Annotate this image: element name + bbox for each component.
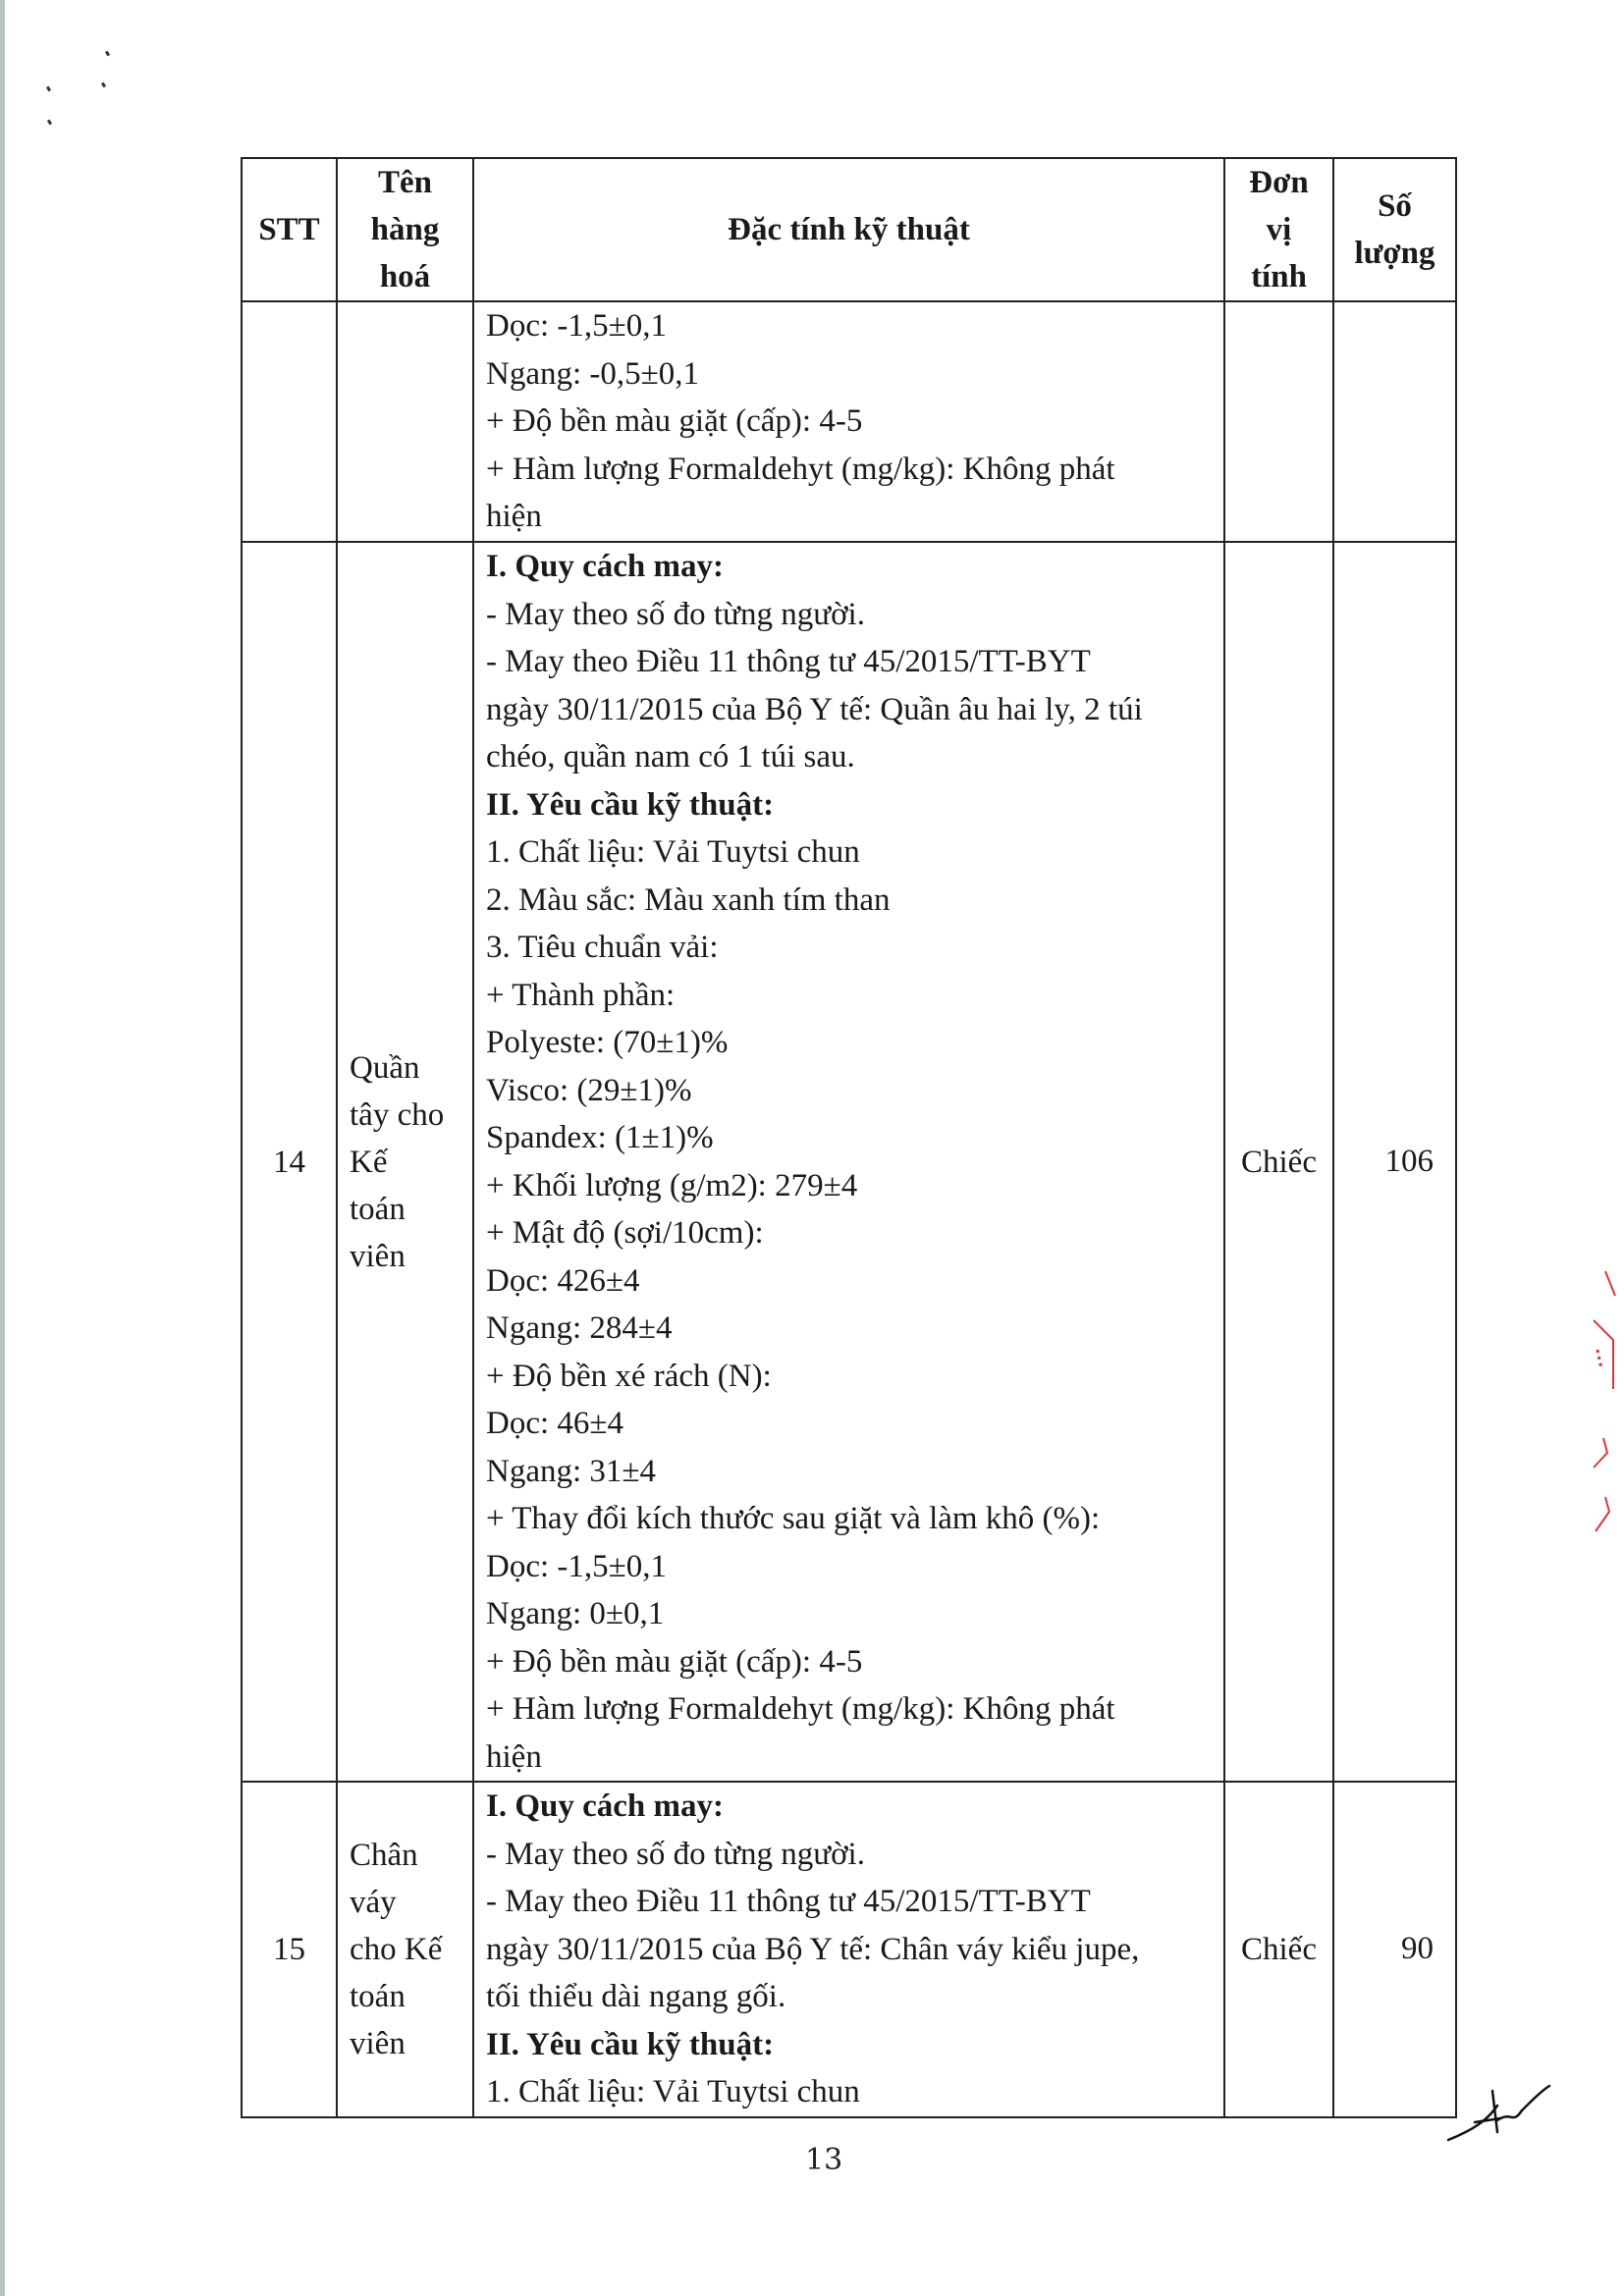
- spec-line: hiện: [486, 1738, 542, 1775]
- header-technical-spec: Đặc tính kỹ thuật: [473, 158, 1224, 301]
- cell-stt: [242, 301, 337, 542]
- spec-section-heading: I. Quy cách may:: [486, 1789, 724, 1824]
- spec-line: Dọc: -1,5±0,1: [486, 1548, 667, 1584]
- spec-line: Ngang: 284±4: [486, 1310, 673, 1346]
- spec-line: + Thay đổi kích thước sau giặt và làm khô (%):: [486, 1501, 1101, 1536]
- cell-unit: Chiếc: [1224, 1782, 1333, 2117]
- header-product-name: [337, 158, 473, 301]
- spec-line: Ngang: -0,5±0,1: [486, 355, 699, 392]
- spec-line: 1. Chất liệu: Vải Tuytsi chun: [486, 834, 860, 870]
- spec-line: - May theo số đo từng người.: [486, 596, 865, 632]
- header-line: hàng: [370, 212, 440, 247]
- product-name-line: toán: [350, 1191, 406, 1227]
- spec-line: Spandex: (1±1)%: [486, 1120, 714, 1155]
- spec-line: Ngang: 31±4: [486, 1453, 657, 1489]
- spec-line: + Độ bền màu giặt (cấp): 4-5: [486, 1643, 863, 1680]
- product-name-line: toán: [350, 1978, 406, 2014]
- spec-line: 2. Màu sắc: Màu xanh tím than: [486, 881, 891, 918]
- product-name-line: váy: [350, 1884, 397, 1920]
- header-line: hoá: [379, 259, 431, 294]
- spec-line: 3. Tiêu chuẩn vải:: [486, 930, 719, 965]
- product-name-line: cho Kế: [350, 1931, 443, 1967]
- signature-mark: [1443, 2081, 1551, 2150]
- page-number: 13: [805, 2143, 843, 2177]
- header-line: vị: [1266, 212, 1292, 247]
- cell-spec: [473, 542, 1224, 1782]
- spec-line: ngày 30/11/2015 của Bộ Y tế: Chân váy kiểu jupe,: [486, 1931, 1140, 1967]
- spec-line: chéo, quần nam có 1 túi sau.: [486, 739, 855, 774]
- spec-line: + Độ bền xé rách (N):: [486, 1358, 772, 1394]
- cell-spec: [473, 301, 1224, 542]
- spec-line: + Hàm lượng Formaldehyt (mg/kg): Không phát: [486, 451, 1115, 487]
- table-row: [242, 542, 1456, 1782]
- cell-quantity: [1333, 301, 1456, 542]
- spec-section-heading: II. Yêu cầu kỹ thuật:: [486, 2026, 775, 2062]
- product-name-line: viên: [350, 1238, 406, 1274]
- spec-line: - May theo Điều 11 thông tư 45/2015/TT-BYT: [486, 1884, 1091, 1919]
- product-name-line: Chân: [350, 1837, 418, 1873]
- table-body: [242, 301, 1456, 2117]
- scan-edge: [0, 0, 5, 2296]
- table-header: [242, 158, 1456, 301]
- specification-table: [241, 157, 1457, 2118]
- cell-stt: 14: [242, 542, 337, 1782]
- spec-line: Ngang: 0±0,1: [486, 1596, 665, 1631]
- spec-line: Dọc: 46±4: [486, 1406, 624, 1441]
- header-line: tính: [1251, 259, 1307, 294]
- header-line: Đơn: [1249, 165, 1309, 200]
- spec-line: Visco: (29±1)%: [486, 1072, 692, 1108]
- spec-line: ngày 30/11/2015 của Bộ Y tế: Quần âu hai ly, 2 túi: [486, 691, 1143, 727]
- spec-line: + Khối lượng (g/m2): 279±4: [486, 1167, 858, 1203]
- spec-line: - May theo Điều 11 thông tư 45/2015/TT-BYT: [486, 644, 1091, 679]
- scan-speck: [46, 86, 51, 92]
- cell-stt: 15: [242, 1782, 337, 2117]
- scan-speck: [101, 82, 106, 88]
- cell-unit: [1224, 301, 1333, 542]
- spec-line: + Thành phần:: [486, 977, 676, 1013]
- cell-quantity: 90: [1333, 1782, 1456, 2117]
- header-line: lượng: [1354, 236, 1435, 271]
- spec-line: + Mật độ (sợi/10cm):: [486, 1215, 764, 1251]
- spec-line: + Độ bền màu giặt (cấp): 4-5: [486, 403, 863, 439]
- spec-section-heading: II. Yêu cầu kỹ thuật:: [486, 786, 775, 823]
- spec-line: + Hàm lượng Formaldehyt (mg/kg): Không phát: [486, 1691, 1115, 1727]
- cell-product-name: [337, 301, 473, 542]
- header-line: Số: [1378, 188, 1412, 224]
- product-name-line: tây cho: [350, 1096, 445, 1133]
- spec-line: 1. Chất liệu: Vải Tuytsi chun: [486, 2074, 860, 2109]
- cell-quantity: 106: [1333, 542, 1456, 1782]
- header-line: Tên: [377, 165, 432, 200]
- cell-spec: [473, 1782, 1224, 2117]
- spec-line: Dọc: -1,5±0,1: [486, 308, 667, 344]
- table-row: [242, 1782, 1456, 2117]
- spec-section-heading: I. Quy cách may:: [486, 549, 724, 584]
- header-stt: STT: [242, 158, 337, 301]
- product-name-line: Quần: [350, 1049, 420, 1086]
- header-unit: [1224, 158, 1333, 301]
- scan-speck: [47, 120, 52, 126]
- product-name-line: viên: [350, 2025, 406, 2061]
- cell-product-name: [337, 1782, 473, 2117]
- cell-product-name: [337, 542, 473, 1782]
- scan-speck: [105, 51, 110, 57]
- spec-line: Dọc: 426±4: [486, 1262, 640, 1299]
- cell-unit: Chiếc: [1224, 542, 1333, 1782]
- spec-line: Polyeste: (70±1)%: [486, 1025, 729, 1060]
- table-row: [242, 301, 1456, 542]
- spec-line: hiện: [486, 499, 542, 534]
- product-name-line: Kế: [350, 1144, 388, 1180]
- header-quantity: [1333, 158, 1456, 301]
- spec-line: - May theo số đo từng người.: [486, 1836, 865, 1872]
- spec-line: tối thiểu dài ngang gối.: [486, 1979, 786, 2014]
- red-stamp-fragment: [1586, 1242, 1624, 1556]
